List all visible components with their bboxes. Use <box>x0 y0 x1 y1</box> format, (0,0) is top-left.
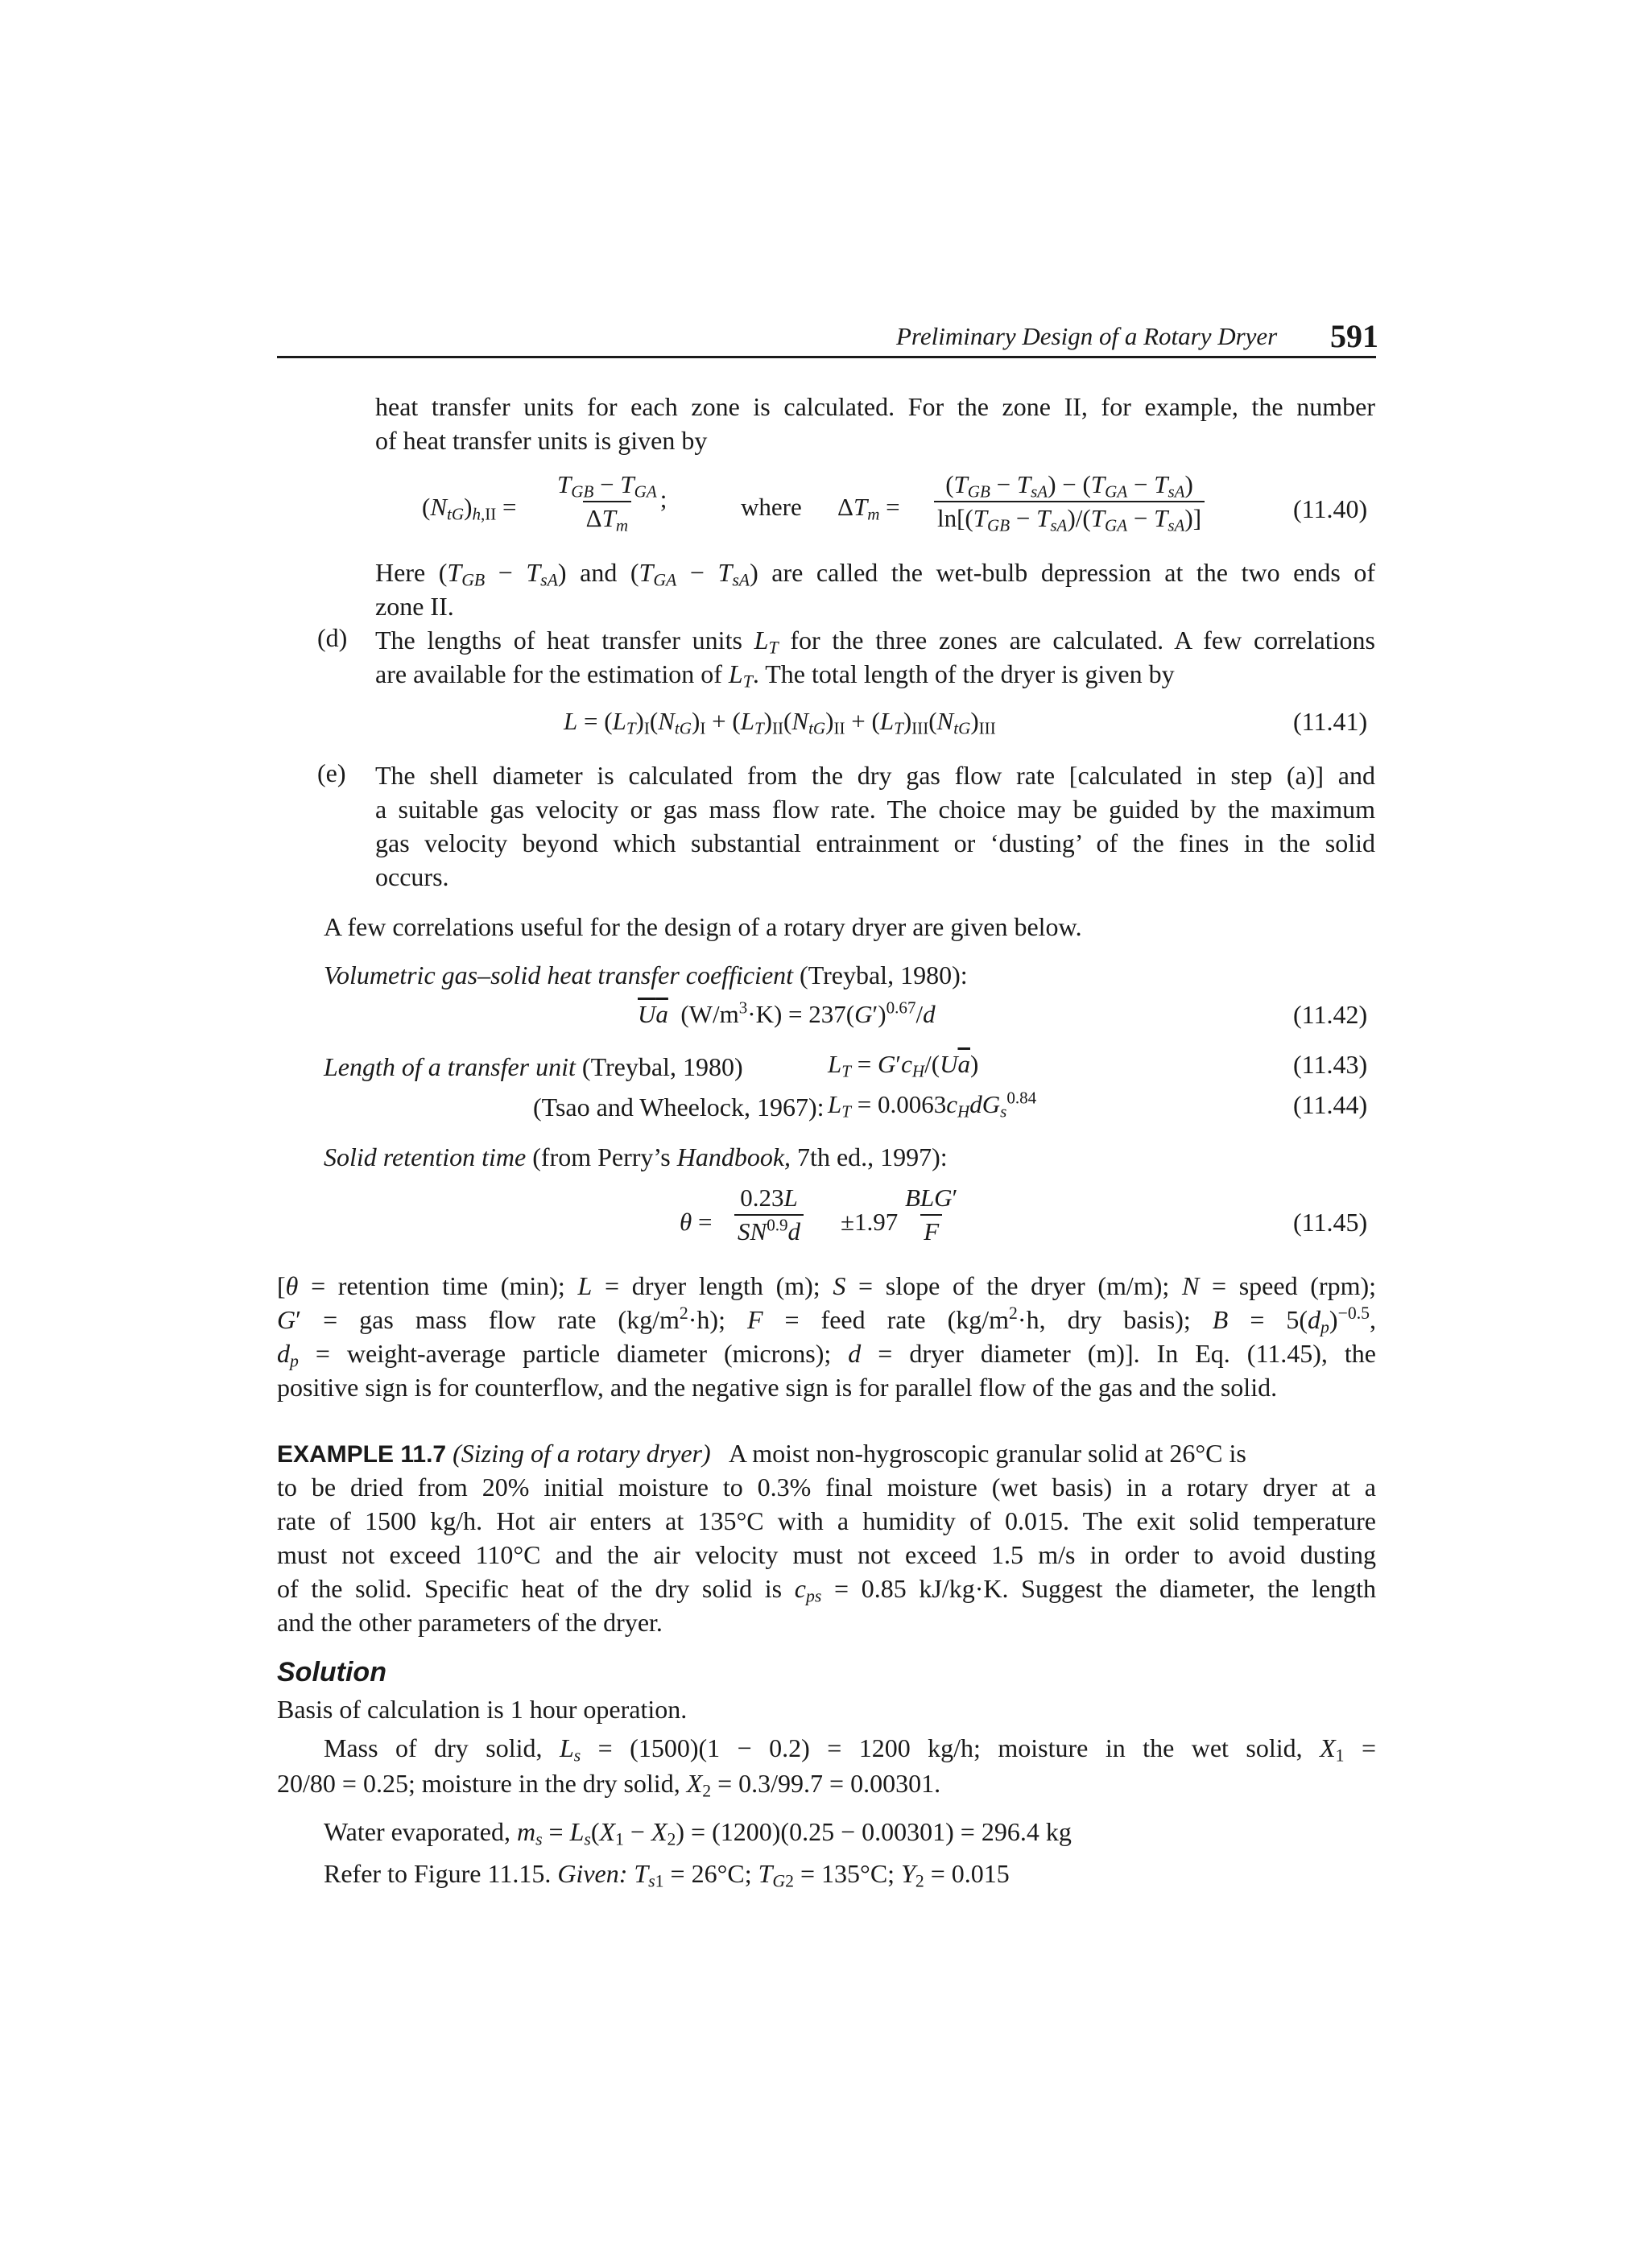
example-line3: rate of 1500 kg/h. Hot air enters at 135°C with a humidity of 0.015. The exit solid temperature <box>277 1506 1376 1535</box>
header-rule <box>277 356 1376 358</box>
eq-1145-frac2: $\frac{\text{BLG′}}{F}$ <box>905 1184 958 1246</box>
tsao-label: (Tsao and Wheelock, 1967): <box>533 1093 824 1122</box>
example-line2: to be dried from 20% initial moisture to 0.3% final moisture (wet basis) in a rotary dryer at a <box>277 1473 1376 1502</box>
eq-1140-where: where <box>741 493 802 521</box>
solution-refer: Refer to Figure 11.15. Given: $T_{s1} = 26^\circ C$; $T_{G2} = 135^\circ C$; $Y_2 = 0.015$ <box>324 1859 1010 1891</box>
para2-line1: Here $(T_{GB} - T_{sA})$ and $(T_{GA} - T_{sA})$ are called the wet-bulb depression at the two ends of <box>375 558 1375 590</box>
eq-1140-number: (11.40) <box>1293 494 1368 523</box>
eq-1141: $L = (L_T)_I(N_{tG})_I + (L_T)_{II}(N_{tG})_{II} + (L_T)_{III}(N_{tG})_{III}$ <box>564 707 996 738</box>
eq-1142: $\overline{U}\overline{a}$ $(W/m^3\cdot K) = 237(G')^{0.67}/d$ <box>638 998 936 1028</box>
eq-1145-lhs: θ = <box>680 1208 713 1236</box>
item-e-line4: occurs. <box>375 862 449 891</box>
eq-1140-rhs-label: $\Delta T_m$ = <box>837 493 900 524</box>
example-line5: of the solid. Specific heat of the dry solid is $c_{ps} = 0.85$ kJ/kg·K. Suggest the diameter, the length <box>277 1574 1377 1606</box>
para1-line1: heat transfer units for each zone is calculated. For the zone II, for example, the number <box>375 392 1375 421</box>
item-e-line3: gas velocity beyond which substantial entrainment or ‘dusting’ of the fines in the solid <box>375 828 1375 857</box>
retention-label: Solid retention time (from Perry’s Handbook, 7th ed., 1997): <box>324 1142 948 1171</box>
solution-heading: Solution <box>277 1657 386 1688</box>
solution-mass-line2: 20/80 = 0.25; moisture in the dry solid, $X_2 = 0.3/99.7 = 0.00301$. <box>277 1769 941 1801</box>
eq-1145-frac1: $\frac{0.23L}{SN^{0.9}d}$ <box>734 1184 804 1246</box>
example-heading: EXAMPLE 11.7 <box>277 1441 447 1468</box>
running-title: Preliminary Design of a Rotary Dryer <box>896 322 1278 350</box>
example-line1: EXAMPLE 11.7 (Sizing of a rotary dryer) A moist non-hygroscopic granular solid at 26°C is <box>277 1439 1246 1468</box>
solution-basis: Basis of calculation is 1 hour operation. <box>277 1695 688 1724</box>
example-line6: and the other parameters of the dryer. <box>277 1608 663 1637</box>
definitions-line4: positive sign is for counterflow, and the negative sign is for parallel flow of the gas and the solid. <box>277 1373 1278 1402</box>
definitions-line3: $d_p$ = weight-average particle diameter (microns); d = dryer diameter (m)]. In Eq. (11.45), the <box>277 1339 1377 1371</box>
eq-1144: $L_T = 0.0063c_HdG_s^{0.84}$ <box>828 1088 1037 1122</box>
item-d-line1: The lengths of heat transfer units $L_T$ for the three zones are calculated. A few correlations <box>375 626 1376 658</box>
eq-1140-lhs: $(N_{tG})_{h,II}$ = <box>422 493 517 524</box>
eq-1142-number: (11.42) <box>1293 1000 1368 1029</box>
eq-1140-frac2: $\frac{(T_{GB} - T_{sA}) - (T_{GA} - T_{sA})}{\ln[(T_{GB} - T_{sA})/(T_{GA} - T_{sA})]}$ <box>934 470 1205 533</box>
eq-1141-number: (11.41) <box>1293 707 1368 736</box>
eq-1144-number: (11.44) <box>1293 1090 1368 1119</box>
solution-water: Water evaporated, $m_s = L_s(X_1 - X_2) = (1200)(0.25 - 0.00301) = 296.4$ kg <box>324 1817 1072 1849</box>
definitions-line1: [θ = retention time (min); L = dryer length (m); S = slope of the dryer (m/m); N = speed (rpm); <box>277 1271 1377 1300</box>
item-e-label: (e) <box>317 758 346 787</box>
definitions-line2: G′ = gas mass flow rate $(kg/m^2\cdot h)$; F = feed rate ($kg/m^2\cdot h$, dry basis); $B = 5(d_p)^{-0.5}$, <box>277 1303 1377 1337</box>
para2-line2: zone II. <box>375 592 454 621</box>
intro-correlations: A few correlations useful for the design of a rotary dryer are given below. <box>324 912 1082 941</box>
para1-line2: of heat transfer units is given by <box>375 426 708 455</box>
eq-1143-number: (11.43) <box>1293 1050 1368 1079</box>
eq-1143: $L_T = G'c_H/(U\overline{a})$ <box>828 1050 979 1081</box>
solution-mass-line1: Mass of dry solid, $L_s = (1500)(1 - 0.2) = 1200$ kg/h; moisture in the wet solid, $X_1$ = <box>324 1733 1377 1766</box>
item-d-label: (d) <box>317 623 348 652</box>
example-title: (Sizing of a rotary dryer) <box>453 1439 711 1468</box>
item-e-line2: a suitable gas velocity or gas mass flow rate. The choice may be guided by the maximum <box>375 795 1375 824</box>
length-unit-label: Length of a transfer unit (Treybal, 1980) <box>324 1052 743 1081</box>
eq-1145-number: (11.45) <box>1293 1208 1368 1237</box>
eq-1145-pm: ±1.97 <box>841 1208 899 1236</box>
example-line4: must not exceed 110°C and the air velocity must not exceed 1.5 m/s in order to avoid dusting <box>277 1540 1376 1569</box>
eq-1140-frac1: $\frac{T_{GB} - T_{GA}}{\Delta T_m}$ ; <box>557 470 667 535</box>
item-d-line2: are available for the estimation of $L_T$. The total length of the dryer is given by <box>375 659 1175 692</box>
vol-coeff-label: Volumetric gas–solid heat transfer coefficient (Treybal, 1980): <box>324 960 968 989</box>
page-number: 591 <box>1330 318 1378 354</box>
item-e-line1: The shell diameter is calculated from the dry gas flow rate [calculated in step (a)] and <box>375 761 1375 790</box>
